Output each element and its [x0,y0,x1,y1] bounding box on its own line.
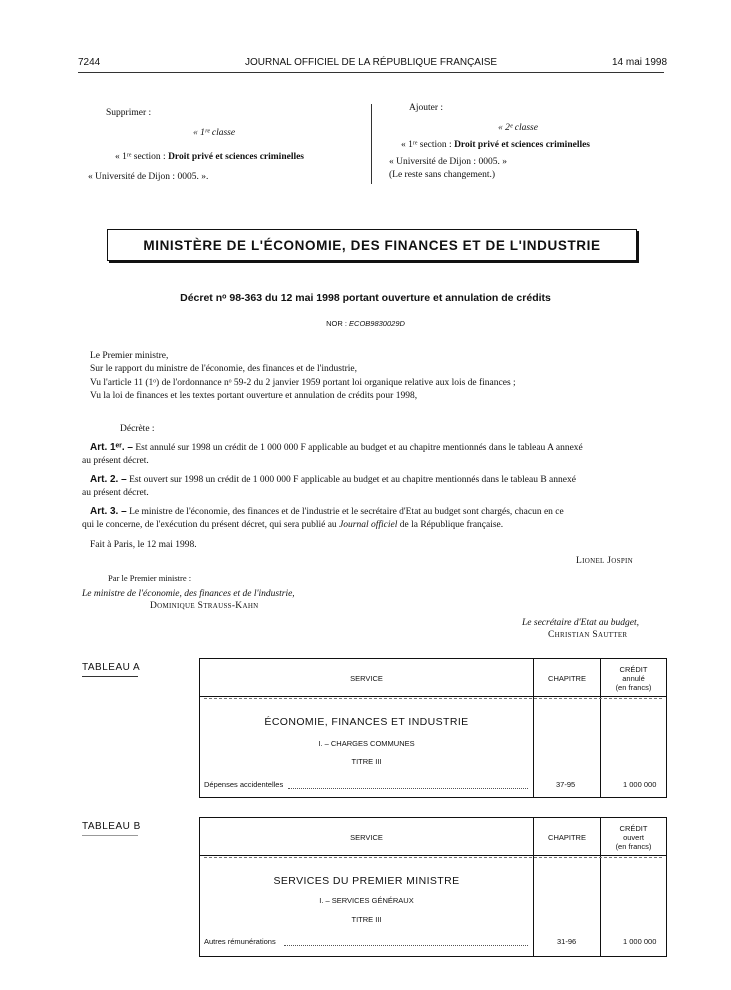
article-1-cont: au présent décret. [82,456,149,466]
issue-date: 14 mai 1998 [612,57,668,68]
preamble-line: Le Premier ministre, [90,351,169,361]
article-2-cont: au présent décret. [82,488,149,498]
right-section [401,139,590,152]
header-credit: CRÉDIT [619,824,648,833]
article-3-text-c: de la République française. [399,520,504,530]
titre-label: TITRE III [351,915,382,924]
journal-title: JOURNAL OFFICIEL DE LA RÉPUBLIQUE FRANÇAISE [245,57,498,68]
secretary-title: Le secrétaire d'Etat au budget, [522,618,639,628]
credit-value: 1 000 000 [623,937,657,946]
left-action: Supprimer : [106,108,152,118]
chapitre-value: 37-95 [556,780,576,789]
right-section-name: Droit privé et sciences criminelles [454,140,591,150]
nor-code: ECOB9830029D [349,319,405,328]
left-section [115,151,304,164]
right-action: Ajouter : [409,103,444,113]
header-credit-type: annulé [622,674,645,683]
right-section-prefix: « 1ʳᵉ section : [401,140,452,150]
article-2-label: Art. 2. – [90,474,127,485]
line-item-label: Dépenses accidentelles [204,780,284,789]
article-3 [90,506,564,518]
header-credit-unit: (en francs) [615,683,652,692]
line-item-label: Autres rémunérations [204,937,276,946]
decree-title: Décret nᵒ 98-363 du 12 mai 1998 portant ouverture et annulation de crédits [180,292,551,304]
left-university: « Université de Dijon : 0005. ». [88,172,209,182]
by-prime-minister: Par le Premier ministre : [108,573,192,583]
article-3-text-a: qui le concerne, de l'exécution du présent décret, qui sera publié au [82,520,337,530]
ministry-banner [107,229,637,261]
header-credit-unit: (en francs) [615,842,652,851]
right-class: « 2ᵉ classe [498,123,538,133]
nor-reference [0,319,731,328]
leader-dots [288,788,528,789]
header-credit: CRÉDIT [619,665,648,674]
section-title: ÉCONOMIE, FINANCES ET INDUSTRIE [264,716,469,728]
left-section-name: Droit privé et sciences criminelles [168,152,305,162]
ministry-title: MINISTÈRE DE L'ÉCONOMIE, DES FINANCES ET DE L'INDUSTRIE [143,237,601,253]
right-rest: (Le reste sans changement.) [389,170,496,180]
minister-title: Le ministre de l'économie, des finances et de l'industrie, [82,589,295,599]
tableau-a-table [199,658,667,798]
credit-value: 1 000 000 [623,780,657,789]
header-service: SERVICE [350,674,383,683]
preamble-line: Vu la loi de finances et les textes portant ouverture et annulation de crédits pour 1998, [90,391,418,401]
titre-label: TITRE III [351,757,382,766]
article-3-cont [82,519,503,531]
section-title: SERVICES DU PREMIER MINISTRE [273,875,460,887]
header-divider [200,855,666,856]
nor-label: NOR : [326,319,347,328]
header-credit-type: ouvert [623,833,644,842]
preamble-line: Vu l'article 11 (1ᵒ) de l'ordonnance nᵒ 59-2 du 2 janvier 1959 portant loi organique relative aux lois de finances ; [90,378,516,388]
article-2-text: Est ouvert sur 1998 un crédit de 1 000 000 F applicable au budget et au chapitre mentionnés dans le tableau B annexé [129,475,576,485]
article-1 [90,442,583,454]
chapitre-value: 31-96 [557,937,577,946]
tableau-b-table [199,817,667,957]
tableau-b-label: TABLEAU B [82,821,141,832]
dashed-separator [204,857,662,858]
article-2 [90,474,576,486]
header-rule [78,72,664,73]
column-divider [371,104,372,184]
done-at: Fait à Paris, le 12 mai 1998. [90,540,197,550]
left-section-prefix: « 1ʳᵉ section : [115,152,166,162]
decrete: Décrète : [120,424,155,434]
leader-dots [284,945,528,946]
page-number: 7244 [78,57,101,68]
article-1-label: Art. 1ᵉʳ. – [90,442,133,453]
right-university: « Université de Dijon : 0005. » [389,157,507,167]
tableau-b-underline [82,835,138,836]
header-chapitre: CHAPITRE [548,674,586,683]
subsection-title: I. – CHARGES COMMUNES [318,739,415,748]
signatory: Lionel Jospin [576,556,633,566]
header-chapitre: CHAPITRE [548,833,586,842]
article-3-text: Le ministre de l'économie, des finances et de l'industrie et le secrétaire d'Etat au budget sont chargés, chacun en ce [129,507,564,517]
article-1-text: Est annulé sur 1998 un crédit de 1 000 000 F applicable au budget et au chapitre mentionnés dans le tableau A annexé [135,443,583,453]
article-3-label: Art. 3. – [90,506,127,517]
header-divider [200,696,666,697]
journal-officiel-ref: Journal officiel [339,520,398,530]
subsection-title: I. – SERVICES GÉNÉRAUX [319,896,414,905]
minister-name: Dominique Strauss-Kahn [150,601,259,611]
preamble-line: Sur le rapport du ministre de l'économie, des finances et de l'industrie, [90,364,357,374]
left-class: « 1ʳᵉ classe [193,128,236,138]
dashed-separator [204,698,662,699]
header-service: SERVICE [350,833,383,842]
tableau-a-label: TABLEAU A [82,662,141,673]
secretary-name: Christian Sautter [548,630,628,640]
tableau-a-underline [82,676,138,677]
